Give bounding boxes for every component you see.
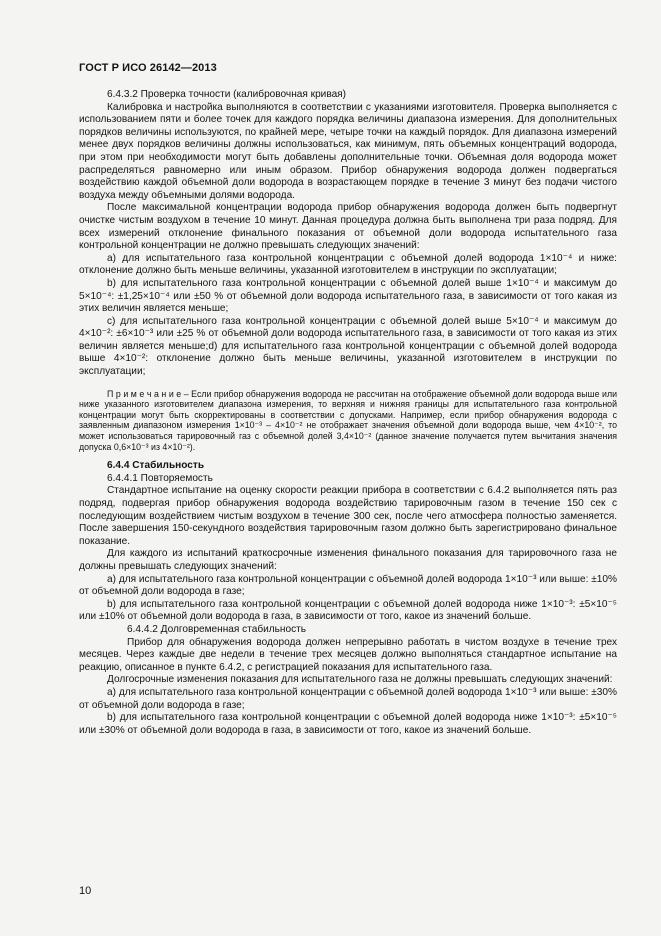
- paragraph: Калибровка и настройка выполняются в соответствии с указаниями изготовителя. Проверка выполняется с использованием пяти и более точек для каждого порядка величины диапазона измерения. Для дополнительных порядков величины используются, по крайней мере, четыре точки на каждый порядок. Для диапазона измерений менее двух порядков величины должны использоваться, как минимум, пять объемных концентраций водорода, при этом при необходимости могут быть добавлены дополнительные точки. Объемная доля водорода может распределяться равномерно или иным образом. Прибор обнаружения водорода должен подвергаться воздействию каждой объемной доли водорода в возрастающем порядке в течение 3 минут без подачи чистого воздуха между объемными долями водорода.: [79, 101, 617, 201]
- note: П р и м е ч а н и е – Если прибор обнаружения водорода не рассчитан на отображение объемной доли водорода выше или ниже указанного изготовителем диапазона измерения, то верхняя и нижняя границы для испытательного газа контрольной концентрации могут быть скорректированы в соответствии с допусками. Например, если прибор обнаружения водорода с заявленным диапазоном измерения 1×10⁻³ – 4×10⁻² не отображает значения объемной доли водорода выше, чем 4×10⁻², то может использоваться тарировочный газ с объемной долей 3,4×10⁻² (данное значение получается путем вычитания значения допуска 0,6×10⁻³ из 4×10⁻²).: [79, 388, 617, 452]
- subsection-title: 6.4.3.2 Проверка точности (калибровочная кривая): [107, 89, 347, 100]
- section-title: 6.4.4 Стабильность: [107, 460, 205, 472]
- list-item: a) для испытательного газа контрольной концентрации с объемной долей водорода 1×10⁻³ или выше: ±10% от объемной доли водорода в газе;: [79, 573, 617, 598]
- document-body: [79, 89, 617, 737]
- list-item: a) для испытательного газа контрольной концентрации с объемной долей водорода 1×10⁻³ или выше: ±30% от объемной доли водорода в газе;: [79, 686, 617, 711]
- subsection-title: 6.4.4.1 Повторяемость: [107, 472, 213, 484]
- paragraph: После максимальной концентрации водорода прибор обнаружения водорода должен быть подвергнут очистке чистым воздухом в течение 10 минут. Данная процедура должна быть выполнена три раза подряд. Для всех измерений отклонение финального показания от объемной доли водорода испытательного газа контрольной концентрации не должно превышать следующих значений:: [79, 202, 617, 252]
- subsection-title: 6.4.4.2 Долговременная стабильность: [127, 623, 307, 635]
- page-number: 10: [79, 885, 92, 897]
- paragraph: Стандартное испытание на оценку скорости реакции прибора в соответствии с 6.4.2 выполняется пять раз подряд, подвергая прибор обнаружения водорода воздействию тарировочным газом в течение 150 сек с последующим воздействием чистым воздухом в течение 300 сек, после чего атмосфера полностью заменяется. После завершения 150-секундного воздействия тарировочным газом должно быть зарегистрировано финальное показание.: [79, 485, 617, 547]
- list-item: b) для испытательного газа контрольной концентрации с объемной долей водорода ниже 1×10⁻³: ±5×10⁻⁵ или ±30% от объемной доли водорода в газа, в зависимости от того, какое из значений больше.: [79, 712, 617, 736]
- list-item: b) для испытательного газа контрольной концентрации с объемной долей выше 1×10⁻⁴ и максимум до 5×10⁻⁴: ±1,25×10⁻⁴ или ±50 % от объемной доли водорода испытательного газа, в зависимости от того какая из этих величин является меньше;: [79, 277, 617, 315]
- paragraph: Для каждого из испытаний краткосрочные изменения финального показания для тарировочного газа не должны превышать следующих значений:: [79, 548, 617, 572]
- list-item: a) для испытательного газа контрольной концентрации с объемной долей водорода 1×10⁻⁴ и ниже: отклонение должно быть меньше величины, указанной изготовителем в инструкции по эксплуатации;: [79, 252, 617, 277]
- list-item: c) для испытательного газа контрольной концентрации с объемной долей выше 5×10⁻⁴ и максимум до 4×10⁻²: ±6×10⁻³ или ±25 % от объемной доли водорода испытательного газа, в зависимости от того какая из этих величин является меньше;d) для испытательного газа контрольной концентрации с объемной долей водорода выше 4×10⁻²: отклонение должно быть меньше величины, указанной изготовителем в инструкции по эксплуатации;: [79, 315, 617, 378]
- list-item: b) для испытательного газа контрольной концентрации с объемной долей водорода ниже 1×10⁻³: ±5×10⁻⁵ или ±10% от объемной доли водорода в газа, в зависимости от того, какое из значений больше.: [79, 598, 617, 623]
- document-header: ГОСТ Р ИСО 26142—2013: [79, 62, 217, 74]
- paragraph: Долгосрочные изменения показания для испытательного газа не должны превышать следующих значений:: [107, 674, 613, 686]
- paragraph: Прибор для обнаружения водорода должен непрерывно работать в чистом воздухе в течение трех месяцев. Через каждые две недели в течение трех месяцев должно выполняться стандартное испытание на реакцию, описанное в пункте 6.4.2, с регистрацией показания для испытательного газа.: [79, 636, 617, 673]
